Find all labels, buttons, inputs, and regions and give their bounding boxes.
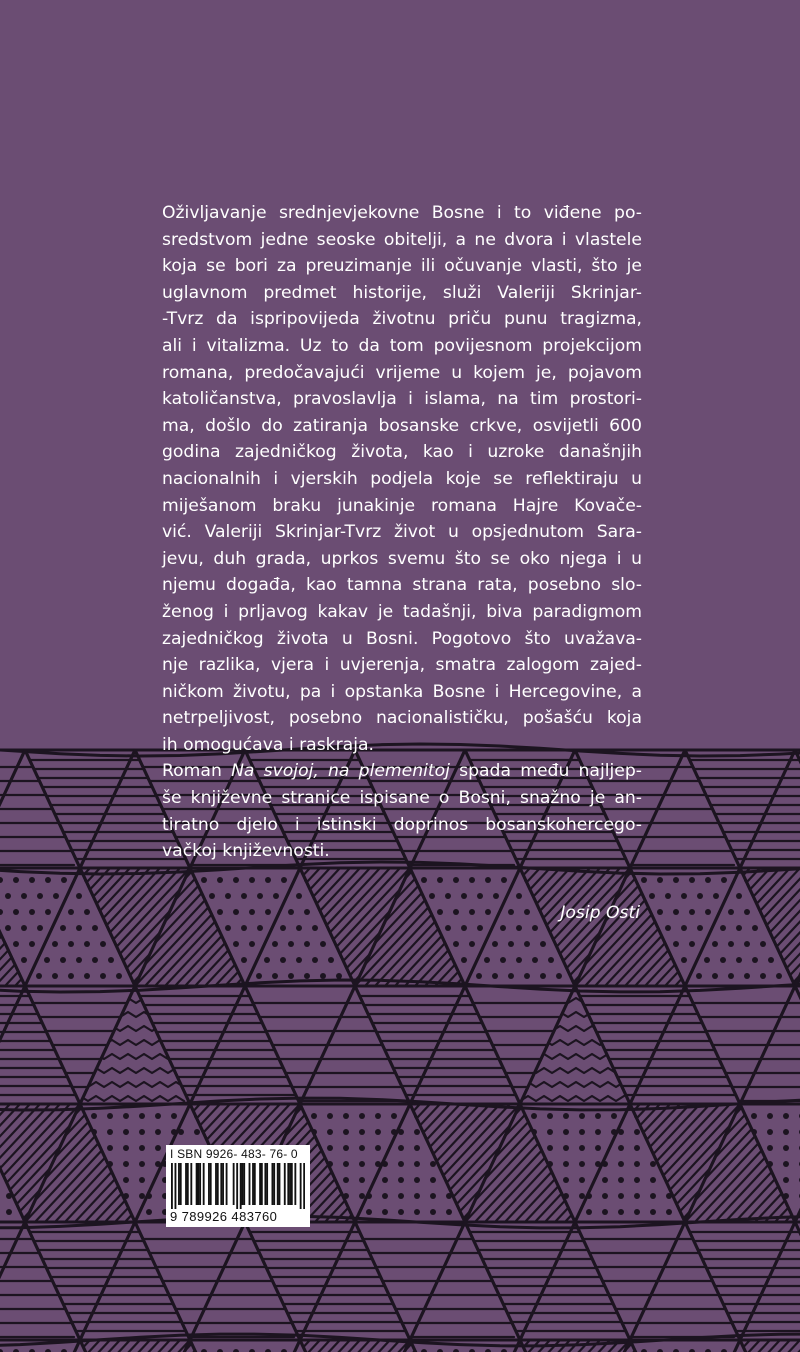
blurb-line: nacionalnih i vjerskih podjela koje se reflektiraju u: [162, 468, 642, 489]
barcode-bar: [277, 1163, 279, 1205]
blurb-line: romana, predočavajući vrijeme u kojem je, pojavom: [162, 362, 642, 383]
blurb-paragraph-2: [162, 758, 642, 864]
barcode-bar: [210, 1163, 212, 1205]
barcode-bar: [287, 1163, 289, 1205]
barcode-bar: [300, 1163, 302, 1209]
barcode-bar: [289, 1163, 291, 1205]
barcode-bar: [203, 1163, 205, 1205]
isbn-barcode: [166, 1145, 310, 1227]
blurb-line: še književne stranice ispisane o Bosni, snažno je an-: [162, 788, 642, 809]
blurb-text: [162, 200, 642, 865]
barcode-bar: [264, 1163, 266, 1205]
barcode-bar: [199, 1163, 201, 1205]
blurb-line: nje razlika, vjera i uvjerenja, smatra zalogom zajed-: [162, 655, 642, 676]
barcode-bar: [215, 1163, 217, 1205]
blurb-line: koja se bori za preuzimanje ili očuvanje vlasti, što je: [162, 256, 642, 277]
blurb-line: ma, došlo do zatiranja bosanske crkve, osvijetli 600: [162, 415, 642, 436]
blurb-line: vić. Valeriji Skrinjar-Tvrz život u opsjednutom Sara-: [162, 522, 642, 543]
blurb-line: ženog i prljavog kakav je tadašnji, biva paradigmom: [162, 601, 642, 622]
blurb-line: sredstvom jedne seoske obitelji, a ne dvora i vlastele: [162, 229, 642, 250]
barcode-bar: [226, 1163, 228, 1205]
blurb-line: katoličanstva, pravoslavlja i islama, na tim prostori-: [162, 389, 642, 410]
barcode-bar: [233, 1163, 235, 1205]
blurb-line: vačkoj književnosti.: [162, 841, 330, 862]
roman-line-rest: spada među najljep-: [449, 761, 642, 782]
barcode-bar: [187, 1163, 189, 1205]
blurb-line: uglavnom predmet historije, služi Valeriji Skrinjar-: [162, 282, 642, 303]
barcode-bar: [294, 1163, 296, 1205]
barcode-bar: [273, 1163, 275, 1205]
barcode-bar: [180, 1163, 182, 1205]
barcode-bar: [303, 1163, 305, 1209]
blurb-line: tiratno djelo i istinski doprinos bosanskohercego-: [162, 814, 642, 835]
barcode-bar: [252, 1163, 254, 1205]
barcode-bar: [196, 1163, 198, 1205]
blurb-paragraph-1: [162, 200, 642, 758]
barcode-bar: [279, 1163, 281, 1205]
roman-prefix: Roman: [162, 761, 232, 782]
isbn-label: I SBN 9926- 483- 76- 0: [170, 1147, 298, 1161]
blurb-paragraph-2-line-1: [162, 758, 642, 785]
barcode-bar: [240, 1163, 242, 1209]
barcode-bar: [249, 1163, 251, 1205]
blurb-line: netrpeljivost, posebno nacionalističku, pošašću koja: [162, 708, 642, 729]
barcode-bars: [171, 1163, 305, 1209]
barcode-bar: [190, 1163, 192, 1205]
barcode-bar: [284, 1163, 286, 1205]
barcode-bar: [220, 1163, 222, 1205]
author-signature: Josip Osti: [560, 903, 640, 923]
barcode-bar: [261, 1163, 263, 1205]
blurb-line: ničkom životu, pa i opstanka Bosne i Hercegovine, a: [162, 681, 642, 702]
barcode-bar: [291, 1163, 293, 1205]
barcode-bar: [254, 1163, 256, 1205]
barcode-bar: [259, 1163, 261, 1205]
barcode-bar: [197, 1163, 199, 1205]
barcode-bar: [171, 1163, 173, 1209]
blurb-line: njemu događa, kao tamna strana rata, posebno slo-: [162, 575, 642, 596]
barcode-bar: [243, 1163, 245, 1205]
blurb-line: ali i vitalizma. Uz to da tom povijesnom projekcijom: [162, 335, 642, 356]
blurb-line: godina zajedničkog života, kao i uzroke današnjih: [162, 442, 642, 463]
blurb-line: jevu, duh grada, uprkos svemu što se oko njega i u: [162, 548, 642, 569]
barcode-bar: [178, 1163, 180, 1205]
barcode-bar: [242, 1163, 244, 1205]
blurb-line: ih omogućava i raskraja.: [162, 734, 374, 755]
blurb-line: zajedničkog života u Bosni. Pogotovo što uvažava-: [162, 628, 642, 649]
barcode-bar: [185, 1163, 187, 1205]
barcode-bar: [272, 1163, 274, 1205]
isbn-number: 9 789926 483760: [170, 1209, 278, 1224]
blurb-line: Oživljavanje srednjevjekovne Bosne i to viđene po-: [162, 203, 642, 223]
barcode-bar: [222, 1163, 224, 1205]
blurb-line: miješanom braku junakinje romana Hajre Kovače-: [162, 495, 642, 516]
blurb-line: -Tvrz da ispripovijeda životnu priču punu tragizma,: [162, 309, 642, 330]
barcode-bar: [236, 1163, 238, 1209]
barcode-bar: [217, 1163, 219, 1205]
barcode-bar: [208, 1163, 210, 1205]
barcode-bar: [175, 1163, 177, 1209]
barcode-bar: [266, 1163, 268, 1205]
novel-title: Na svojoj, na plemenitoj: [231, 761, 450, 782]
